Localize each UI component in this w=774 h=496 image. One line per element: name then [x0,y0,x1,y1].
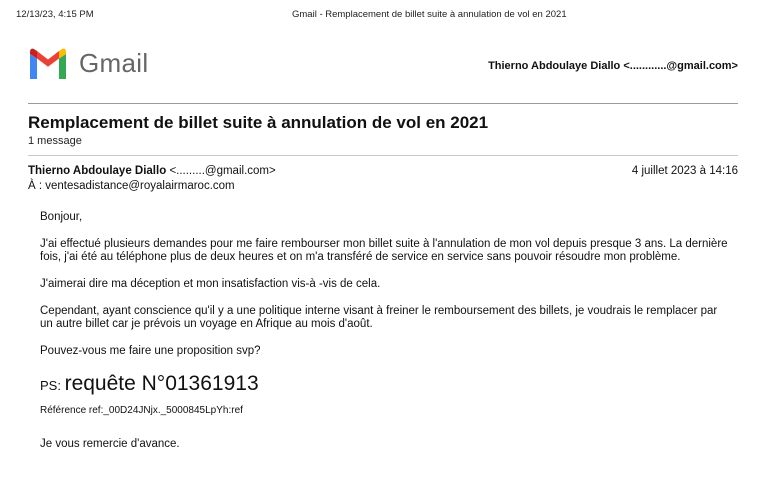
recipient-label: À : [28,180,43,192]
body-paragraph-1: J'ai effectué plusieurs demandes pour me faire rembourser mon billet suite à l'annulation de mon vol depuis presque 3 ans. La dernière fois, j'ai été au téléphone plus de deux heures et on m'a transféré de service en service sans pouvoir résoudre mon problème. [40,238,728,263]
gmail-wordmark: Gmail [79,48,149,78]
thread-subject: Remplacement de billet suite à annulation de vol en 2021 [28,113,489,132]
message-recipient [28,180,235,192]
ps-request-number: requête N°01361913 [64,372,259,395]
body-paragraph-3: Cependant, ayant conscience qu'il y a une politique interne visant à freiner le remboursement des billets, je voudrais le remplacer par un autre billet car je prévois un voyage en Afrique au mois d'août. [40,305,718,330]
gmail-logo-icon [28,48,68,80]
sender-name: Thierno Abdoulaye Diallo [28,165,167,177]
sender-email: <.........@gmail.com> [169,165,276,177]
message-count: 1 message [28,135,82,147]
message-date: 4 juillet 2023 à 14:16 [631,165,738,177]
body-closing: Je vous remercie d'avance. [40,438,180,450]
print-page-title: Gmail - Remplacement de billet suite à annulation de vol en 2021 [292,9,567,20]
print-datetime: 12/13/23, 4:15 PM [16,9,94,20]
body-question: Pouvez-vous me faire une proposition svp? [40,345,261,357]
message-sender [28,165,276,177]
body-greeting: Bonjour, [40,211,83,223]
gmail-header [28,48,738,82]
body-paragraph-2: J'aimerai dire ma déception et mon insatisfaction vis-à -vis de cela. [40,278,381,290]
account-email: Thierno Abdoulaye Diallo <............@gmail.com> [488,60,738,72]
header-divider [28,103,738,104]
recipient-email: ventesadistance@royalairmaroc.com [45,180,235,192]
body-ps [40,372,730,398]
body-reference: Référence ref:_00D24JNjx._5000845LpYh:ref [40,405,243,416]
print-header [16,9,758,23]
subject-divider [28,155,738,156]
message-body [40,211,730,465]
ps-prefix: PS: [40,378,65,393]
